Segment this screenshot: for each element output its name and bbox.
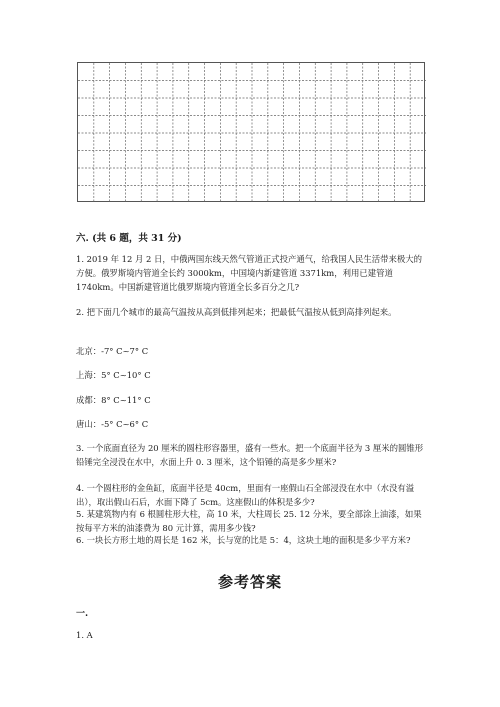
question-1: 1. 2019 年 12 月 2 日，中俄两国东线天然气管道正式投产通气，给我国人民生活带来极大的方便。俄罗斯境内管道全长约 3000km，中国境内新建管道 3371km，利用已建管道 1740km。中国新建管道比俄罗斯境内管道全长多百分之几?	[76, 254, 423, 292]
city-chengdu: 成都：8° C~11° C	[76, 395, 151, 405]
city-shanghai: 上海：5° C~10° C	[76, 370, 151, 380]
city-tangshan: 唐山：-5° C~6° C	[76, 419, 149, 429]
section-heading: 六. (共 6 题，共 31 分)	[76, 233, 182, 244]
question-4: 4. 一个圆柱形的金鱼缸，底面半径是 40cm，里面有一座假山石全部浸没在水中（水没有溢出），取出假山石后，水面下降了 5cm。这座假山的体积是多少?	[76, 483, 415, 507]
answers-part-1: 一.	[76, 609, 89, 619]
grid-lines	[78, 63, 426, 203]
question-3: 3. 一个底面直径为 20 厘米的圆柱形容器里，盛有一些水。把一个底面半径为 3 厘米的圆锥形铅锤完全浸没在水中，水面上升 0. 3 厘米，这个铅锤的高是多少厘米?	[76, 443, 424, 467]
question-6: 6. 一块长方形土地的周长是 162 米，长与宽的比是 5：4，这块土地的面积是多少平方米?	[76, 535, 411, 545]
writing-grid	[77, 62, 425, 202]
answer-1: 1. A	[76, 630, 93, 640]
question-2: 2. 把下面几个城市的最高气温按从高到低排列起来；把最低气温按从低到高排列起来。	[76, 307, 397, 317]
answers-title: 参考答案	[217, 573, 282, 591]
city-beijing: 北京：-7° C~7° C	[76, 346, 149, 356]
question-5: 5. 某建筑物内有 6 根圆柱形大柱，高 10 米，大柱周长 25. 12 分米，要全部涂上油漆，如果按每平方米的油漆费为 80 元计算，需用多少钱?	[76, 509, 422, 533]
